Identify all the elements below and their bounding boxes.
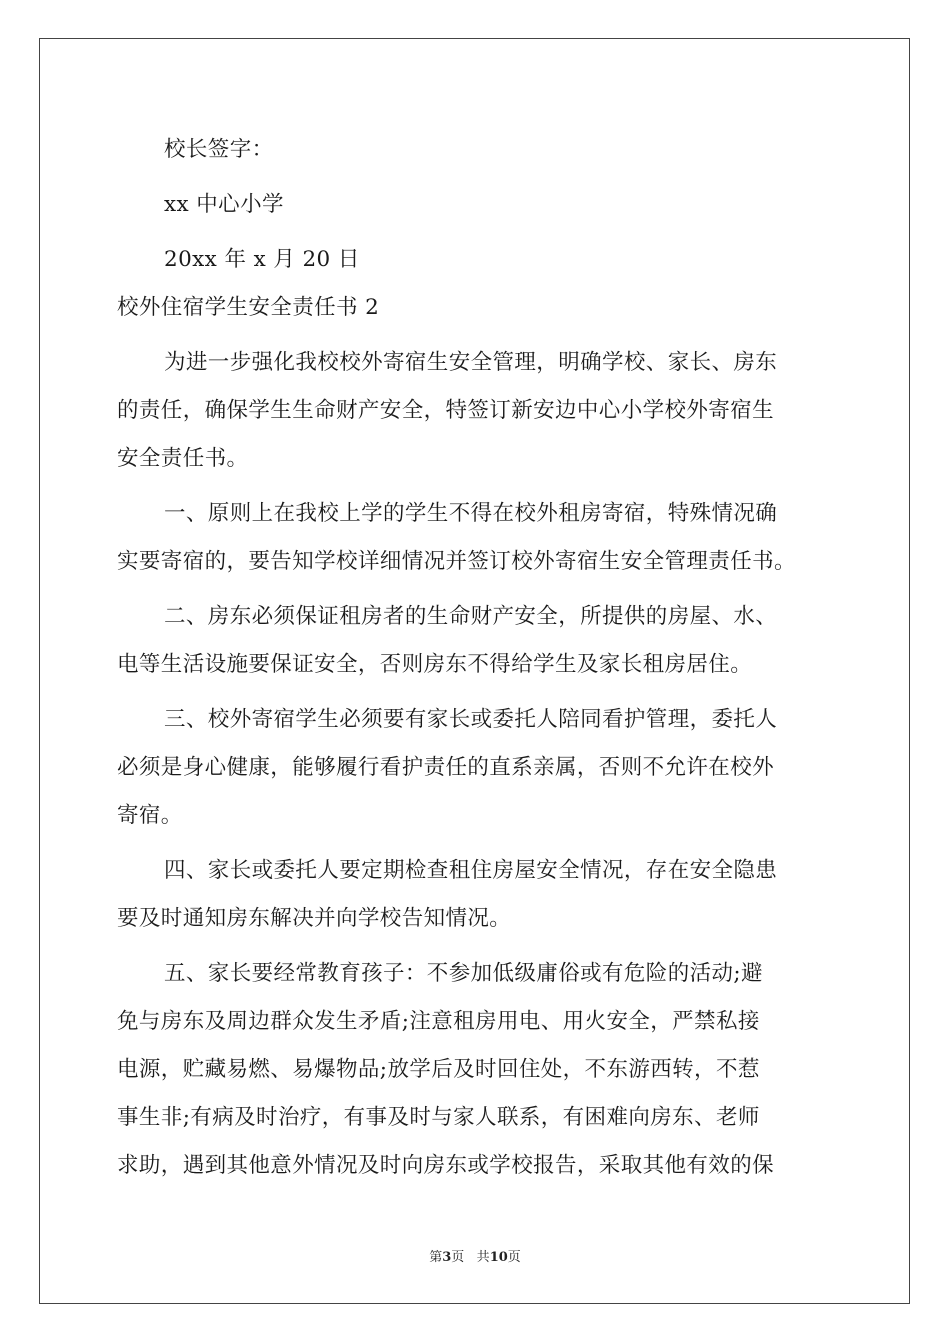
paragraph-clause-1 (117, 490, 837, 586)
paragraph-line: 要及时通知房东解决并向学校告知情况。 (117, 906, 512, 931)
paragraph-clause-4 (117, 847, 837, 943)
paragraph-line: 四、家长或委托人要定期检查租住房屋安全情况，存在安全隐患 (164, 858, 778, 883)
document-date: 20xx 年 x 月 20 日 (164, 247, 360, 272)
total-prefix: 共 (476, 1250, 490, 1265)
paragraph-line: 电等生活设施要保证安全，否则房东不得给学生及家长租房居住。 (117, 652, 753, 677)
total-pages: 10 (489, 1250, 508, 1265)
paragraph-line: 求助，遇到其他意外情况及时向房东或学校报告，采取其他有效的保 (117, 1153, 775, 1178)
section-title: 校外住宿学生安全责任书 2 (117, 295, 380, 320)
paragraph-line: 的责任，确保学生生命财产安全，特签订新安边中心小学校外寄宿生 (117, 398, 775, 423)
paragraph-line: 事生非;有病及时治疗，有事及时与家人联系，有困难向房东、老师 (117, 1105, 760, 1130)
paragraph-line: 必须是身心健康，能够履行看护责任的直系亲属，否则不允许在校外 (117, 755, 775, 780)
paragraph-intro (117, 339, 837, 483)
page-suffix: 页 (451, 1250, 465, 1265)
paragraph-clause-3 (117, 696, 837, 840)
paragraph-line: 电源，贮藏易燃、易爆物品;放学后及时回住处，不东游西转，不惹 (117, 1057, 760, 1082)
paragraph-line: 一、原则上在我校上学的学生不得在校外租房寄宿，特殊情况确 (164, 501, 778, 526)
paragraph-line: 五、家长要经常教育孩子：不参加低级庸俗或有危险的活动;避 (164, 961, 763, 986)
paragraph-line: 实要寄宿的，要告知学校详细情况并签订校外寄宿生安全管理责任书。 (117, 549, 796, 574)
page-footer (0, 1246, 950, 1265)
principal-signature-label: 校长签字： (164, 137, 274, 162)
paragraph-line: 免与房东及周边群众发生矛盾;注意租房用电、用火安全，严禁私接 (117, 1009, 760, 1034)
paragraph-line: 寄宿。 (117, 803, 183, 828)
page-prefix: 第 (429, 1250, 443, 1265)
paragraph-clause-5 (117, 950, 837, 1190)
paragraph-line: 安全责任书。 (117, 446, 249, 471)
document-body (117, 126, 837, 1190)
page-number: 3 (442, 1250, 452, 1265)
paragraph-line: 三、校外寄宿学生必须要有家长或委托人陪同看护管理，委托人 (164, 707, 778, 732)
paragraph-line: 为进一步强化我校校外寄宿生安全管理，明确学校、家长、房东 (164, 350, 778, 375)
paragraph-clause-2 (117, 593, 837, 689)
paragraph-line: 二、房东必须保证租房者的生命财产安全，所提供的房屋、水、 (164, 604, 778, 629)
total-suffix: 页 (507, 1250, 521, 1265)
school-name: xx 中心小学 (164, 192, 284, 217)
